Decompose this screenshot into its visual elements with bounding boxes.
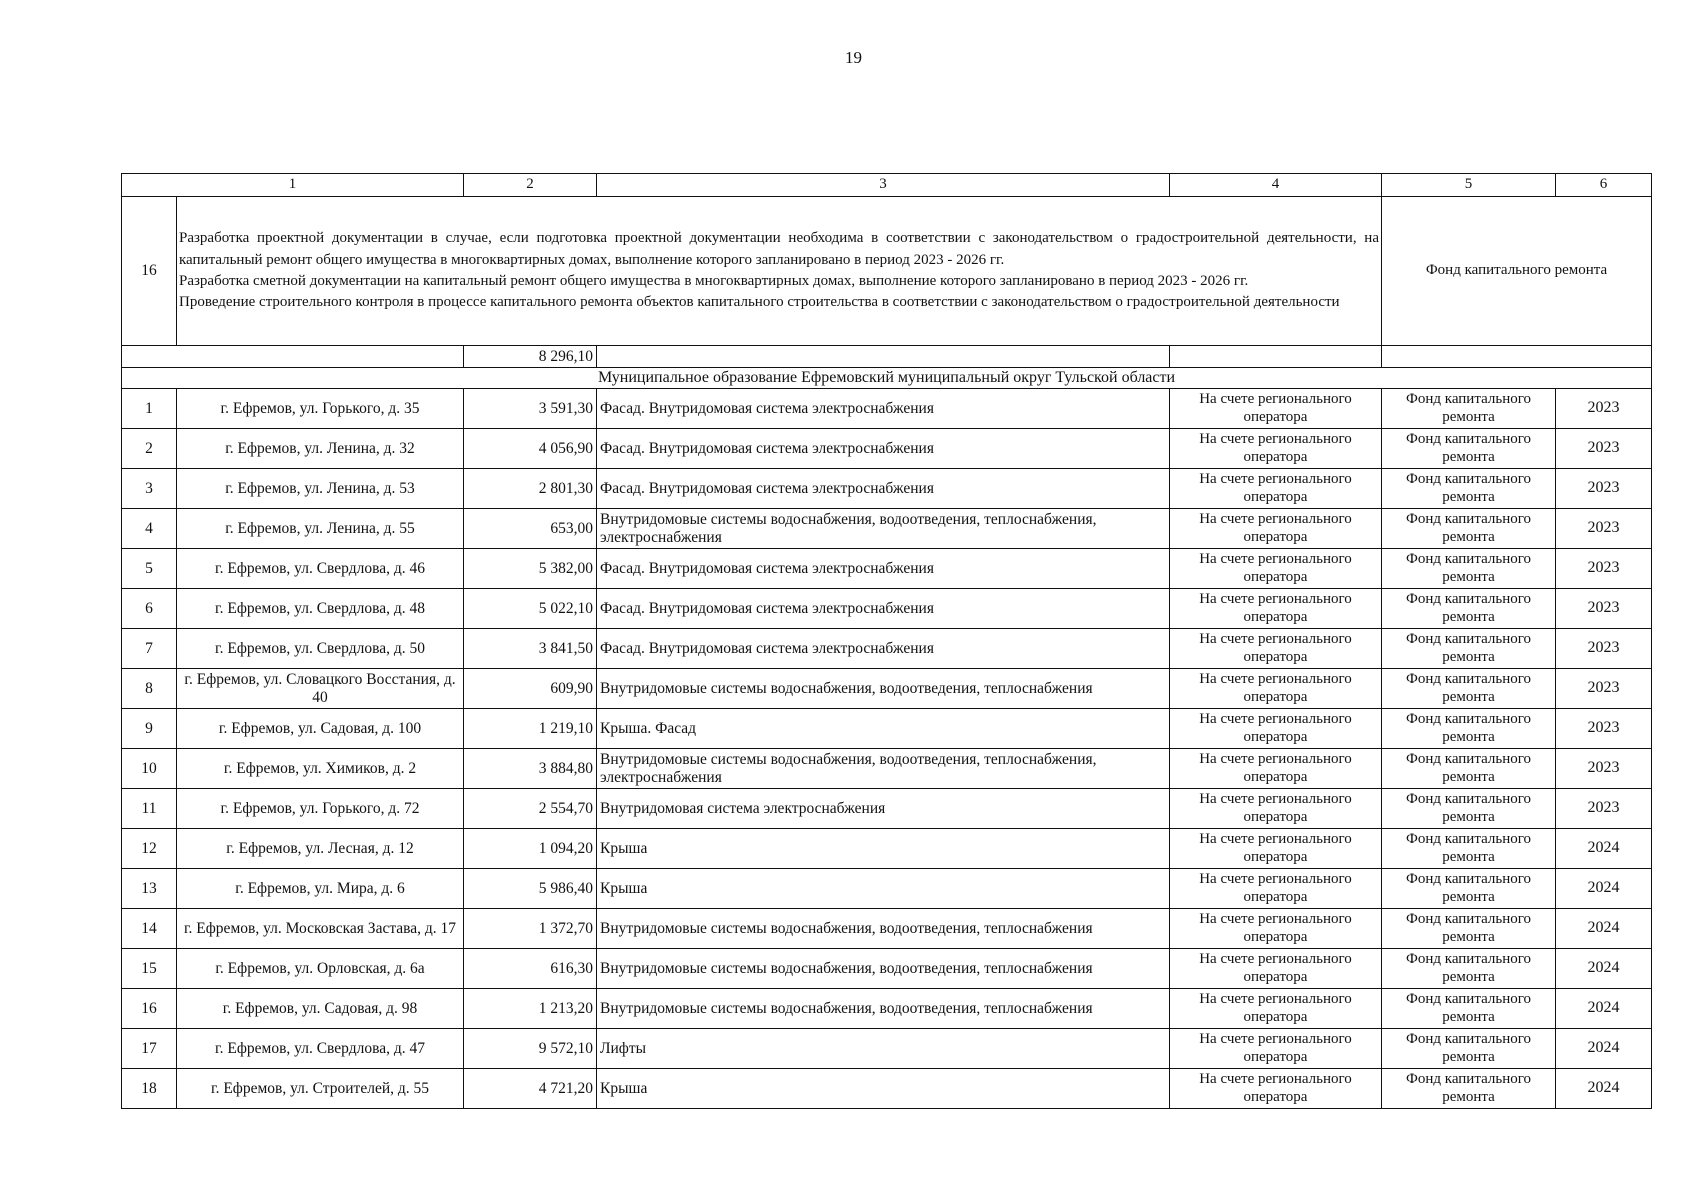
- address-cell: г. Ефремов, ул. Орловская, д. 6а: [177, 949, 464, 989]
- subtotal-area: 8 296,10: [464, 346, 597, 368]
- table-row: [122, 629, 1652, 669]
- account-cell: На счете регионального оператора: [1170, 1029, 1382, 1069]
- service-paragraph: Проведение строительного контроля в процессе капитального ремонта объектов капитального строительства в соответствии с законодательством о градостроительной деятельности: [179, 294, 1340, 311]
- works-cell: Крыша: [597, 869, 1170, 909]
- row-number: 8: [122, 669, 177, 709]
- table-row: [122, 749, 1652, 789]
- year-cell: 2023: [1556, 669, 1652, 709]
- fund-cell: Фонд капитального ремонта: [1382, 869, 1556, 909]
- address-cell: г. Ефремов, ул. Лесная, д. 12: [177, 829, 464, 869]
- header-cell-1: 1: [122, 174, 464, 197]
- area-cell: 1 219,10: [464, 709, 597, 749]
- year-cell: 2023: [1556, 629, 1652, 669]
- fund-cell: Фонд капитального ремонта: [1382, 509, 1556, 549]
- account-cell: На счете регионального оператора: [1170, 869, 1382, 909]
- table-row: [122, 429, 1652, 469]
- row-number: 16: [122, 197, 177, 346]
- account-cell: На счете регионального оператора: [1170, 909, 1382, 949]
- address-cell: г. Ефремов, ул. Горького, д. 35: [177, 389, 464, 429]
- works-cell: Внутридомовые системы водоснабжения, водоотведения, теплоснабжения: [597, 989, 1170, 1029]
- works-cell: Фасад. Внутридомовая система электроснабжения: [597, 629, 1170, 669]
- row-number: 1: [122, 389, 177, 429]
- address-cell: г. Ефремов, ул. Садовая, д. 98: [177, 989, 464, 1029]
- area-cell: 3 841,50: [464, 629, 597, 669]
- address-cell: г. Ефремов, ул. Мира, д. 6: [177, 869, 464, 909]
- table-row: [122, 469, 1652, 509]
- account-cell: На счете регионального оператора: [1170, 389, 1382, 429]
- table-row: [122, 949, 1652, 989]
- row-number: 4: [122, 509, 177, 549]
- row-number: 9: [122, 709, 177, 749]
- works-cell: Фасад. Внутридомовая система электроснабжения: [597, 389, 1170, 429]
- year-cell: 2024: [1556, 829, 1652, 869]
- area-cell: 5 382,00: [464, 549, 597, 589]
- year-cell: 2023: [1556, 389, 1652, 429]
- table-row: [122, 789, 1652, 829]
- row-number: 10: [122, 749, 177, 789]
- year-cell: 2023: [1556, 789, 1652, 829]
- area-cell: 3 884,80: [464, 749, 597, 789]
- works-cell: Фасад. Внутридомовая система электроснабжения: [597, 469, 1170, 509]
- area-cell: 2 554,70: [464, 789, 597, 829]
- table-row: [122, 909, 1652, 949]
- empty-cell: [597, 346, 1170, 368]
- account-cell: На счете регионального оператора: [1170, 669, 1382, 709]
- works-cell: Крыша: [597, 829, 1170, 869]
- year-cell: 2023: [1556, 429, 1652, 469]
- account-cell: На счете регионального оператора: [1170, 509, 1382, 549]
- area-cell: 4 721,20: [464, 1069, 597, 1109]
- year-cell: 2024: [1556, 869, 1652, 909]
- account-cell: На счете регионального оператора: [1170, 789, 1382, 829]
- row-number: 11: [122, 789, 177, 829]
- area-cell: 9 572,10: [464, 1029, 597, 1069]
- account-cell: На счете регионального оператора: [1170, 949, 1382, 989]
- municipality-title: Муниципальное образование Ефремовский муниципальный округ Тульской области: [122, 368, 1652, 389]
- works-cell: Лифты: [597, 1029, 1170, 1069]
- area-cell: 1 372,70: [464, 909, 597, 949]
- account-cell: На счете регионального оператора: [1170, 829, 1382, 869]
- works-cell: Внутридомовые системы водоснабжения, водоотведения, теплоснабжения: [597, 949, 1170, 989]
- header-cell-3: 3: [597, 174, 1170, 197]
- year-cell: 2024: [1556, 989, 1652, 1029]
- area-cell: 616,30: [464, 949, 597, 989]
- row-number: 6: [122, 589, 177, 629]
- works-cell: Фасад. Внутридомовая система электроснабжения: [597, 589, 1170, 629]
- fund-cell: Фонд капитального ремонта: [1382, 549, 1556, 589]
- table-body: [122, 174, 1652, 1109]
- header-cell-5: 5: [1382, 174, 1556, 197]
- header-cell-6: 6: [1556, 174, 1652, 197]
- works-cell: Крыша: [597, 1069, 1170, 1109]
- area-cell: 653,00: [464, 509, 597, 549]
- fund-cell: Фонд капитального ремонта: [1382, 709, 1556, 749]
- row-number: 5: [122, 549, 177, 589]
- table-row: [122, 1029, 1652, 1069]
- fund-cell: Фонд капитального ремонта: [1382, 629, 1556, 669]
- fund-cell: Фонд капитального ремонта: [1382, 789, 1556, 829]
- address-cell: г. Ефремов, ул. Садовая, д. 100: [177, 709, 464, 749]
- fund-cell: Фонд капитального ремонта: [1382, 389, 1556, 429]
- year-cell: 2023: [1556, 709, 1652, 749]
- address-cell: г. Ефремов, ул. Ленина, д. 53: [177, 469, 464, 509]
- account-cell: На счете регионального оператора: [1170, 549, 1382, 589]
- account-cell: На счете регионального оператора: [1170, 1069, 1382, 1109]
- year-cell: 2023: [1556, 589, 1652, 629]
- row-number: 18: [122, 1069, 177, 1109]
- year-cell: 2024: [1556, 1029, 1652, 1069]
- year-cell: 2023: [1556, 749, 1652, 789]
- works-cell: Крыша. Фасад: [597, 709, 1170, 749]
- fund-cell: Фонд капитального ремонта: [1382, 589, 1556, 629]
- works-cell: Внутридомовая система электроснабжения: [597, 789, 1170, 829]
- header-cell-2: 2: [464, 174, 597, 197]
- fund-cell: Фонд капитального ремонта: [1382, 989, 1556, 1029]
- row-number: 12: [122, 829, 177, 869]
- address-cell: г. Ефремов, ул. Свердлова, д. 48: [177, 589, 464, 629]
- fund-cell: Фонд капитального ремонта: [1382, 909, 1556, 949]
- row-number: 16: [122, 989, 177, 1029]
- address-cell: г. Ефремов, ул. Горького, д. 72: [177, 789, 464, 829]
- area-cell: 1 213,20: [464, 989, 597, 1029]
- fund-cell: Фонд капитального ремонта: [1382, 949, 1556, 989]
- area-cell: 1 094,20: [464, 829, 597, 869]
- fund-cell: Фонд капитального ремонта: [1382, 1069, 1556, 1109]
- account-cell: На счете регионального оператора: [1170, 469, 1382, 509]
- area-cell: 2 801,30: [464, 469, 597, 509]
- year-cell: 2023: [1556, 469, 1652, 509]
- address-cell: г. Ефремов, ул. Ленина, д. 55: [177, 509, 464, 549]
- row-number: 7: [122, 629, 177, 669]
- services-description: [177, 197, 1382, 346]
- table-row: [122, 549, 1652, 589]
- row-number: 17: [122, 1029, 177, 1069]
- year-cell: 2023: [1556, 549, 1652, 589]
- table-row: [122, 509, 1652, 549]
- service-paragraph: Разработка проектной документации в случае, если подготовка проектной документации необходима в соответствии с законодательством о градостроительной деятельности, на капитальный ремонт общего имущества в многоквартирных домах, выполнение которого запланировано в период 2023 - 2026 гг.: [179, 230, 1379, 268]
- address-cell: г. Ефремов, ул. Свердлова, д. 46: [177, 549, 464, 589]
- works-cell: Фасад. Внутридомовая система электроснабжения: [597, 429, 1170, 469]
- year-cell: 2024: [1556, 949, 1652, 989]
- funding-source: Фонд капитального ремонта: [1382, 197, 1652, 346]
- header-cell-4: 4: [1170, 174, 1382, 197]
- address-cell: г. Ефремов, ул. Словацкого Восстания, д. 40: [177, 669, 464, 709]
- address-cell: г. Ефремов, ул. Свердлова, д. 50: [177, 629, 464, 669]
- year-cell: 2024: [1556, 909, 1652, 949]
- account-cell: На счете регионального оператора: [1170, 749, 1382, 789]
- page-number: 19: [845, 48, 862, 67]
- fund-cell: Фонд капитального ремонта: [1382, 1029, 1556, 1069]
- empty-cell: [1170, 346, 1382, 368]
- works-cell: Внутридомовые системы водоснабжения, водоотведения, теплоснабжения: [597, 909, 1170, 949]
- area-cell: 4 056,90: [464, 429, 597, 469]
- account-cell: На счете регионального оператора: [1170, 989, 1382, 1029]
- area-cell: 3 591,30: [464, 389, 597, 429]
- address-cell: г. Ефремов, ул. Ленина, д. 32: [177, 429, 464, 469]
- year-cell: 2024: [1556, 1069, 1652, 1109]
- fund-cell: Фонд капитального ремонта: [1382, 829, 1556, 869]
- row-number: 2: [122, 429, 177, 469]
- fund-cell: Фонд капитального ремонта: [1382, 749, 1556, 789]
- account-cell: На счете регионального оператора: [1170, 429, 1382, 469]
- table-row: [122, 669, 1652, 709]
- service-paragraph: Разработка сметной документации на капитальный ремонт общего имущества в многоквартирных домах, выполнение которого запланировано в период 2023 - 2026 гг.: [179, 273, 1249, 289]
- repair-table: [121, 173, 1652, 1109]
- row-16-services: [122, 197, 1652, 346]
- row-number: 15: [122, 949, 177, 989]
- table-row: [122, 389, 1652, 429]
- fund-cell: Фонд капитального ремонта: [1382, 469, 1556, 509]
- address-cell: г. Ефремов, ул. Строителей, д. 55: [177, 1069, 464, 1109]
- area-cell: 5 986,40: [464, 869, 597, 909]
- table-row: [122, 589, 1652, 629]
- row-number: 3: [122, 469, 177, 509]
- municipality-row: [122, 368, 1652, 389]
- account-cell: На счете регионального оператора: [1170, 709, 1382, 749]
- header-row: [122, 174, 1652, 197]
- fund-cell: Фонд капитального ремонта: [1382, 669, 1556, 709]
- works-cell: Внутридомовые системы водоснабжения, водоотведения, теплоснабжения, электроснабжения: [597, 749, 1170, 789]
- account-cell: На счете регионального оператора: [1170, 589, 1382, 629]
- address-cell: г. Ефремов, ул. Московская Застава, д. 17: [177, 909, 464, 949]
- subtotal-label-cell: [122, 346, 464, 368]
- table-row: [122, 1069, 1652, 1109]
- works-cell: Внутридомовые системы водоснабжения, водоотведения, теплоснабжения: [597, 669, 1170, 709]
- row-number: 13: [122, 869, 177, 909]
- table-row: [122, 829, 1652, 869]
- empty-cell: [1382, 346, 1652, 368]
- fund-cell: Фонд капитального ремонта: [1382, 429, 1556, 469]
- row-number: 14: [122, 909, 177, 949]
- works-cell: Фасад. Внутридомовая система электроснабжения: [597, 549, 1170, 589]
- subtotal-row: [122, 346, 1652, 368]
- address-cell: г. Ефремов, ул. Химиков, д. 2: [177, 749, 464, 789]
- address-cell: г. Ефремов, ул. Свердлова, д. 47: [177, 1029, 464, 1069]
- year-cell: 2023: [1556, 509, 1652, 549]
- area-cell: 5 022,10: [464, 589, 597, 629]
- area-cell: 609,90: [464, 669, 597, 709]
- table-row: [122, 989, 1652, 1029]
- works-cell: Внутридомовые системы водоснабжения, водоотведения, теплоснабжения, электроснабжения: [597, 509, 1170, 549]
- table-row: [122, 869, 1652, 909]
- account-cell: На счете регионального оператора: [1170, 629, 1382, 669]
- table-row: [122, 709, 1652, 749]
